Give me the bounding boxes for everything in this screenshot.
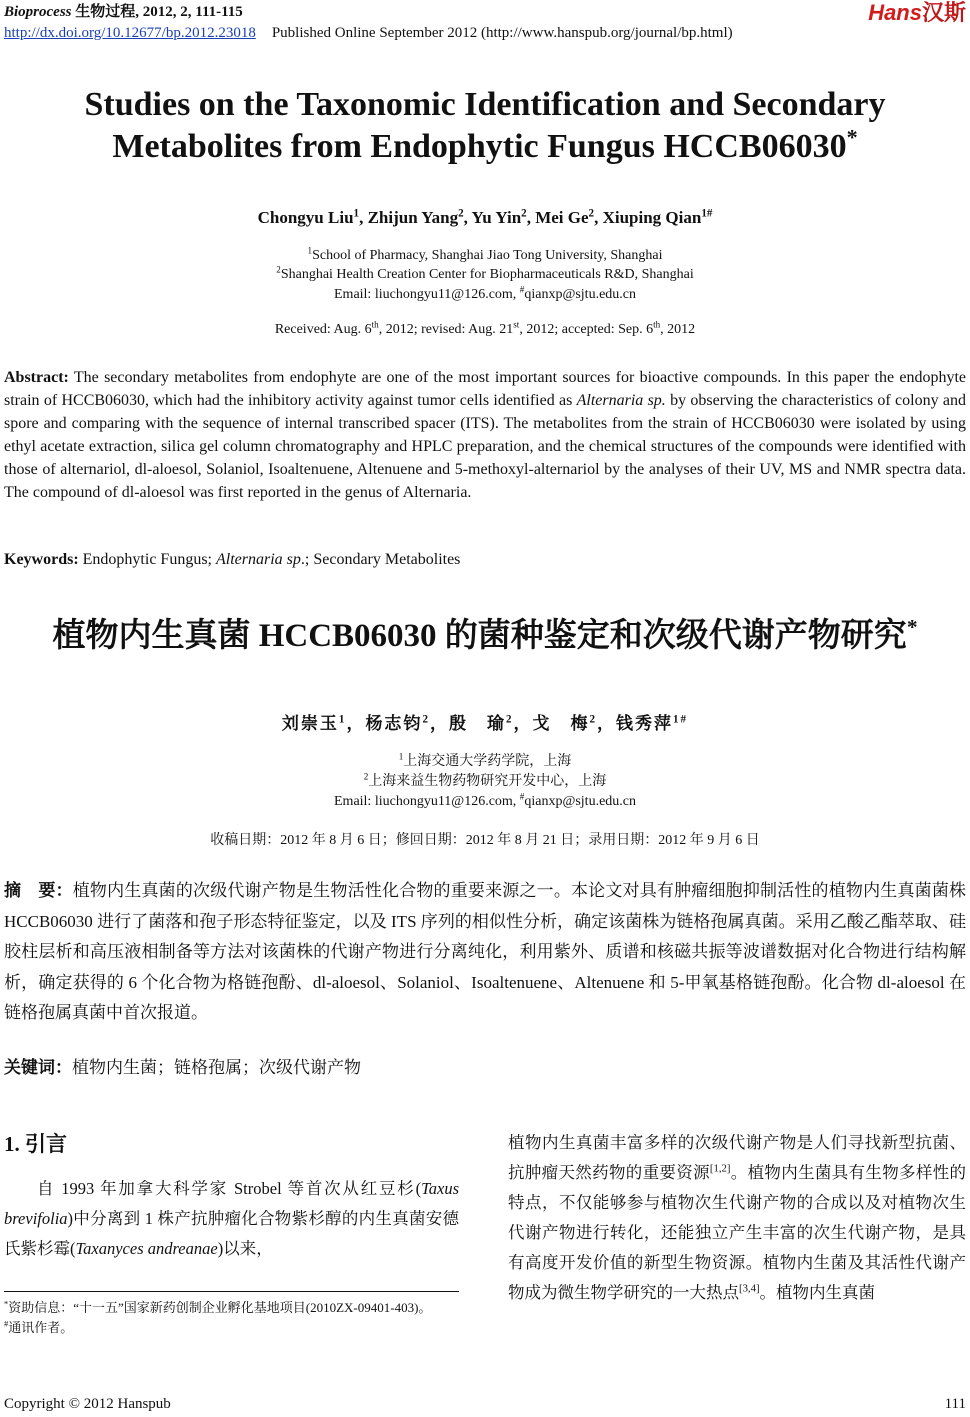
intro-paragraph-right: 植物内生真菌丰富多样的次级代谢产物是人们寻找新型抗菌、抗肿瘤天然药物的重要资源[1,2]。植物内生菌具有生物多样性的特点，不仅能够参与植物次生代谢产物的合成以及对植物次生代谢产物进行转化，还能独立产生丰富的次生代谢产物，是具有高度开发价值的新型生物资源。植物内生菌及其活性代谢产物成为微生物学研究的一大热点[3,4]。植物内生真菌 [508, 1133, 967, 1302]
abstract-cn-label: 摘 要： [4, 881, 73, 900]
section-heading: 1. 引言 [4, 1132, 67, 1156]
author-cn: 殷 瑜$^2$， [448, 713, 533, 733]
citation-ref[interactable]: [3,4] [739, 1282, 760, 1295]
journal-citation: , 2012, 2, 111-115 [135, 4, 243, 20]
keywords-en: Keywords: Endophytic Fungus; Alternaria sp.; Secondary Metabolites [4, 551, 461, 568]
email-cn: Email: liuchongyu11@126.com, #qianxp@sjtu.edu.cn [334, 791, 636, 809]
affiliation-en-1: $^1$School of Pharmacy, Shanghai Jiao Tong University, Shanghai [307, 245, 663, 263]
affiliation-en-2: $^2$Shanghai Health Creation Center for Biopharmaceuticals R&D, Shanghai [276, 264, 694, 282]
affiliation-cn-2: $^2$上海来益生物药物研究开发中心，上海 [363, 771, 607, 789]
author-en: Mei Ge$^2$, [535, 207, 603, 227]
author-cn: 钱秀萍$^{1\#}$ [616, 713, 689, 733]
author-en: Chongyu Liu$^1$, [257, 207, 368, 227]
hanspub-logo [868, 0, 966, 26]
author-en: Zhijun Yang$^2$, [367, 207, 472, 227]
author-cn: 刘崇玉$^1$， [281, 713, 366, 733]
author-cn: 戈 梅$^2$， [532, 713, 617, 733]
footnote-divider [4, 1291, 459, 1292]
title-en-footnote-mark: * [846, 124, 858, 150]
title-en [0, 84, 970, 168]
copyright: Copyright © 2012 Hanspub [4, 1396, 171, 1412]
journal-name-cn: 生物过程 [75, 4, 136, 20]
journal-header [4, 2, 966, 44]
authors-en [0, 208, 970, 228]
doi-link[interactable]: http://dx.doi.org/10.12677/bp.2012.23018 [4, 25, 256, 41]
citation-line [4, 2, 966, 23]
page-number: 111 [944, 1396, 966, 1412]
email-en: Email: liuchongyu11@126.com, #qianxp@sjtu.edu.cn [334, 284, 636, 302]
keywords-cn: 关键词：植物内生菌；链格孢属；次级代谢产物 [4, 1058, 361, 1077]
footnotes [4, 1298, 459, 1338]
intro-paragraph-left: 自 1993 年加拿大科学家 Strobel 等首次从红豆杉(Taxus brevifolia)中分离到 1 株产抗肿瘤化合物紫杉醇的内生真菌安德氏紫杉霉(Taxanyces andreanae)以来， [4, 1179, 459, 1258]
affiliation-cn-1: $^1$上海交通大学药学院，上海 [398, 751, 572, 769]
dates-cn: 收稿日期：2012 年 8 月 6 日；修回日期：2012 年 8 月 21 日；录用日期：2012 年 9 月 6 日 [210, 833, 760, 848]
title-en-line2 [0, 126, 970, 168]
body-column-left [4, 1128, 459, 1264]
title-en-line1: Studies on the Taxonomic Identification and Secondary [84, 86, 886, 123]
title-en-line2-text: Metabolites from Endophytic Fungus HCCB06030 [112, 128, 847, 165]
footnote-corresponding: #通讯作者。 [4, 1318, 74, 1335]
abstract-en: Abstract: The secondary metabolites from endophyte are one of the most important sources for bioactive compounds. In this paper the endophyte strain of HCCB06030, which had the inhibitory activity against tumor cells identified as Alternaria sp. by observing the characteristics of colony and spore and comparing with the sequence of internal transcribed spacer (ITS). The metabolites from the strain of HCCB06030 were isolated by using ethyl acetate extraction, silica gel column chromatography and HPLC preparation, and the chemical structures of the compounds were identified with those of alternariol, dl-aloesol, Solaniol, Isoaltenuene, Altenuene and 5-methoxyl-alternariol by the analyses of their UV, MS and NMR spectra data. The compound of dl-aloesol was first reported in the genus of Alternaria. [4, 369, 967, 501]
author-cn: 杨志钧$^2$， [365, 713, 449, 733]
dates-en: Received: Aug. 6th, 2012; revised: Aug. 21st, 2012; accepted: Sep. 6th, 2012 [274, 319, 696, 337]
page-footer [4, 1396, 966, 1413]
author-en: Xiuping Qian$^{1\#}$ [602, 207, 713, 227]
journal-name: Bioprocess [4, 4, 72, 20]
doi-line [4, 23, 966, 44]
logo-text-en: Hans [868, 0, 922, 25]
keywords-label: Keywords: [4, 551, 79, 568]
abstract-cn: 摘 要：植物内生真菌的次级代谢产物是生物活性化合物的重要来源之一。本论文对具有肿瘤细胞抑制活性的植物内生真菌菌株 HCCB06030 进行了菌落和孢子形态特征鉴定，以及 ITS 序列的相似性分析，确定该菌株为链格孢属真菌。采用乙酸乙酯萃取、硅胶柱层析和高压液相制备等方法对该菌株的代谢产物进行分离纯化，利用紫外、质谱和核磁共振等波谱数据对化合物进行结构解析，确定获得的 6 个化合物为格链孢酚、dl-aloesol、Solaniol、Isoaltenuene、Altenuene 和 5-甲氧基格链孢酚。化合物 dl-aloesol 在链格孢属真菌中首次报道。 [4, 881, 967, 1022]
authors-cn [0, 709, 970, 734]
footnote-funding: *资助信息：“十一五”国家新药创制企业孵化基地项目(2010ZX-09401-403)。 [4, 1298, 432, 1315]
title-cn: 植物内生真菌 HCCB06030 的菌种鉴定和次级代谢产物研究* [52, 615, 918, 654]
title-cn-footnote-mark: * [906, 615, 918, 639]
published-online: Published Online September 2012 (http://www.hanspub.org/journal/bp.html) [271, 25, 733, 41]
author-en: Yu Yin$^2$, [471, 207, 536, 227]
logo-text-cn: 汉斯 [921, 0, 966, 25]
abstract-label: Abstract: [4, 369, 69, 386]
body-column-right [508, 1128, 966, 1308]
citation-ref[interactable]: [1,2] [709, 1162, 731, 1175]
keywords-cn-label: 关键词： [4, 1058, 72, 1077]
